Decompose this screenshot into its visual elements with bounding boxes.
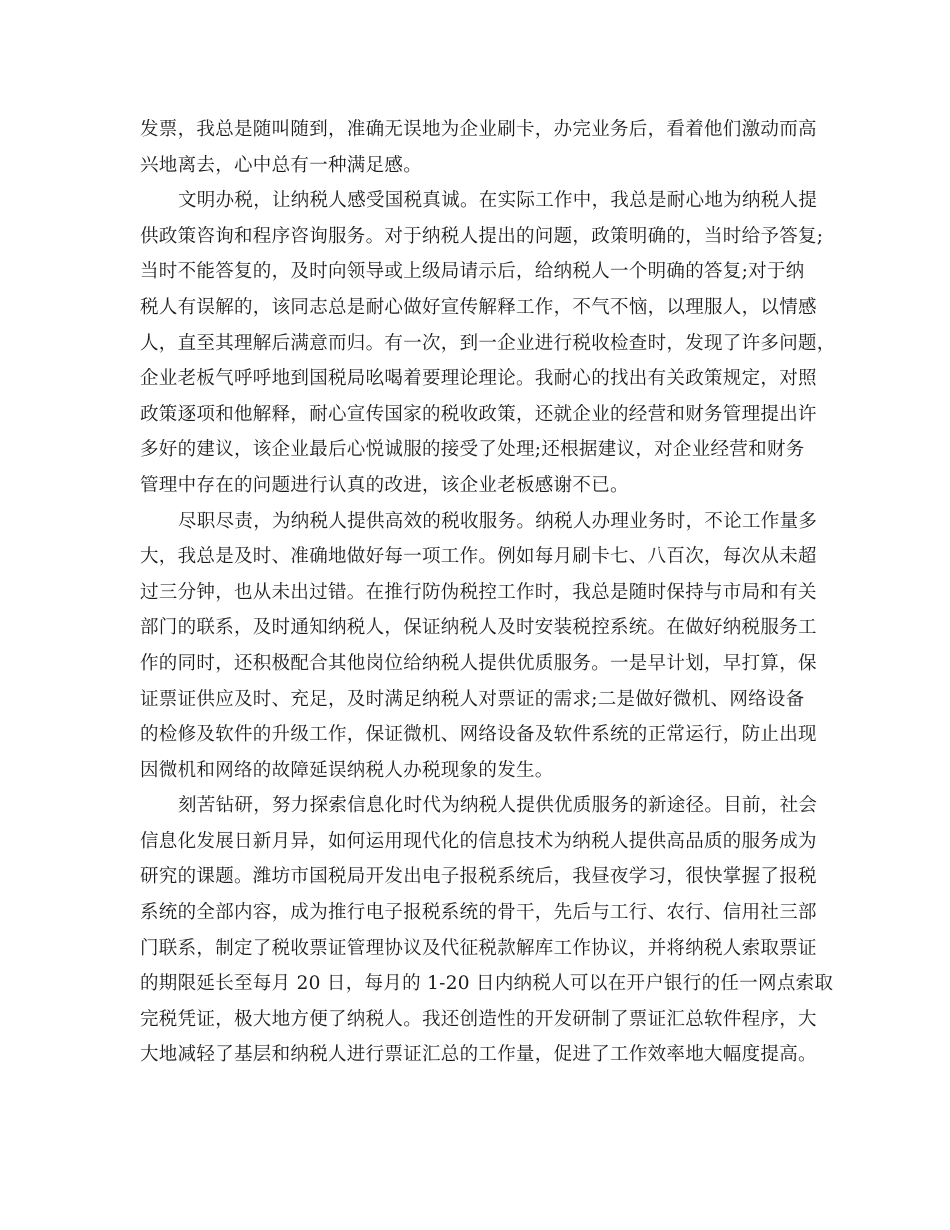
paragraph-2-line-3: 当时不能答复的，及时向领导或上级局请示后，给纳税人一个明确的答复;对于纳	[140, 261, 805, 283]
document-body	[140, 112, 836, 1073]
paragraph-3-line-2: 大，我总是及时、准确地做好每一项工作。例如每月刷卡七、八百次，每次从未超	[140, 546, 817, 568]
paragraph-2-line-2: 供政策咨询和程序咨询服务。对于纳税人提出的问题，政策明确的，当时给予答复;	[140, 225, 824, 247]
paragraph-3-line-5: 作的同时，还积极配合其他岗位给纳税人提供优质服务。一是早计划，早打算，保	[140, 652, 817, 674]
paragraph-3-line-1: 尽职尽责，为纳税人提供高效的税收服务。纳税人办理业务时，不论工作量多	[178, 510, 818, 532]
paragraph-1-line-1: 发票，我总是随叫随到，准确无误地为企业刷卡，办完业务后，看着他们激动而高	[140, 119, 817, 140]
paragraph-2-line-8: 多好的建议，该企业最后心悦诚服的接受了处理;还根据建议，对企业经营和财务	[140, 439, 805, 461]
paragraph-2-line-6: 企业老板气呼呼地到国税局吆喝着要理论理论。我耐心的找出有关政策规定，对照	[140, 368, 817, 390]
paragraph-2-line-7: 政策逐项和他解释，耐心宣传国家的税收政策，还就企业的经营和财务管理提出许	[140, 403, 817, 425]
paragraph-2-line-9: 管理中存在的问题进行认真的改进，该企业老板感谢不已。	[140, 474, 629, 496]
paragraph-3-line-7: 的检修及软件的升级工作，保证微机、网络设备及软件系统的正常运行，防止出现	[140, 724, 817, 746]
paragraph-4-line-3: 研究的课题。潍坊市国税局开发出电子报税系统后，我昼夜学习，很快掌握了报税	[140, 866, 817, 888]
paragraph-3-line-4: 部门的联系，及时通知纳税人，保证纳税人及时安装税控系统。在做好纳税服务工	[140, 617, 817, 639]
paragraph-4-line-5: 门联系，制定了税收票证管理协议及代征税款解库工作协议，并将纳税人索取票证	[140, 937, 817, 959]
paragraph-2-line-1: 文明办税，让纳税人感受国税真诚。在实际工作中，我总是耐心地为纳税人提	[178, 190, 818, 212]
paragraph-1-line-2: 兴地离去，心中总有一种满足感。	[140, 154, 423, 176]
paragraph-2-line-4: 税人有误解的，该同志总是耐心做好宣传解释工作，不气不恼，以理服人，以情感	[140, 296, 817, 318]
paragraph-4-line-1: 刻苦钻研，努力探索信息化时代为纳税人提供优质服务的新途径。目前，社会	[178, 795, 818, 817]
paragraph-4-line-2: 信息化发展日新月异，如何运用现代化的信息技术为纳税人提供高品质的服务成为	[140, 830, 817, 852]
paragraph-4-line-4: 系统的全部内容，成为推行电子报税系统的骨干，先后与工行、农行、信用社三部	[140, 902, 817, 924]
paragraph-3-line-8: 因微机和网络的故障延误纳税人办税现象的发生。	[140, 759, 554, 781]
paragraph-3-line-3: 过三分钟，也从未出过错。在推行防伪税控工作时，我总是随时保持与市局和有关	[140, 581, 817, 603]
paragraph-2-line-5: 人，直至其理解后满意而归。有一次，到一企业进行税收检查时，发现了许多问题，	[140, 332, 836, 354]
paragraph-4-line-7: 完税凭证，极大地方便了纳税人。我还创造性的开发研制了票证汇总软件程序，大	[140, 1008, 817, 1030]
paragraph-4-line-6: 的期限延长至每月 20 日，每月的 1-20 日内纳税人可以在开户银行的任一网点索取	[140, 973, 834, 995]
paragraph-4-line-8: 大地减轻了基层和纳税人进行票证汇总的工作量，促进了工作效率地大幅度提高。	[140, 1044, 817, 1066]
paragraph-3-line-6: 证票证供应及时、充足，及时满足纳税人对票证的需求;二是做好微机、网络设备	[140, 688, 805, 710]
